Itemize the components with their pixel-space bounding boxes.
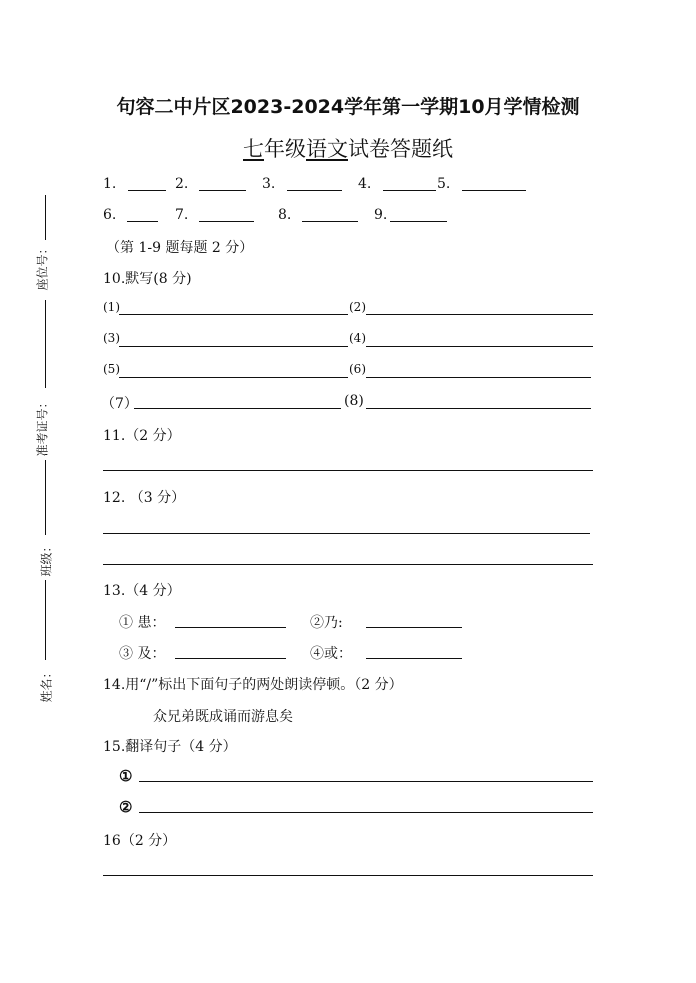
q12-answer-line-1[interactable] [103,533,590,534]
q10-answer-line-4[interactable] [366,346,593,347]
q11-label: 11.（2 分） [103,428,181,444]
q13-answer-a[interactable] [175,627,286,628]
page-title: 句容二中片区2023-2024学年第一学期10月学情检测 [116,96,580,118]
q15-answer-line-1[interactable] [139,781,593,782]
q9-answer-blank[interactable] [390,221,447,222]
q5-label: 5. [437,176,451,192]
q10-item-label: (5) [103,362,120,376]
sidebar-divider [45,580,46,660]
q10-answer-line-1[interactable] [119,314,348,315]
q13-item-d: ④或： [310,646,352,662]
q7-answer-blank[interactable] [199,221,254,222]
q13-answer-d[interactable] [366,658,462,659]
q10-item-label: (6) [349,362,366,376]
q15-label: 15.翻译句子（4 分） [103,739,237,755]
sidebar-divider [45,195,46,240]
q10-answer-line-8[interactable] [366,408,591,409]
q15-item-b: ② [119,798,133,816]
grade-text: 年级 [264,137,306,161]
q3-answer-blank[interactable] [287,190,342,191]
q10-item-label: (2) [349,300,366,314]
q13-label: 13.（4 分） [103,583,181,599]
q1-answer-blank[interactable] [128,190,166,191]
q10-answer-line-3[interactable] [119,346,348,347]
q3-label: 3. [262,176,276,192]
q10-answer-line-5[interactable] [119,377,348,378]
q10-item-label: (8) [344,393,364,409]
q15-item-a: ① [119,767,133,785]
q6-answer-blank[interactable] [127,221,158,222]
mc-score-note: （第 1-9 题每题 2 分） [106,240,254,256]
q10-item-label: （7） [101,396,138,412]
q10-answer-line-2[interactable] [366,314,593,315]
q2-label: 2. [175,176,189,192]
q11-answer-line[interactable] [103,470,593,471]
q4-label: 4. [358,176,372,192]
sidebar-divider [45,460,46,535]
q16-label: 16（2 分） [103,833,177,849]
answer-sheet-text: 试卷答题纸 [348,137,453,161]
seat-number-label: 座位号： [35,242,50,291]
q13-answer-c[interactable] [175,658,286,659]
q15-answer-line-2[interactable] [139,812,593,813]
q8-label: 8. [278,207,292,223]
q8-answer-blank[interactable] [302,221,358,222]
q10-answer-line-7[interactable] [134,408,341,409]
q5-answer-blank[interactable] [462,190,526,191]
subject-blank: 语文 [306,137,348,161]
q10-answer-line-6[interactable] [366,377,591,378]
q10-item-label: (1) [103,300,120,314]
q10-item-label: (4) [349,331,366,345]
q10-label: 10.默写(8 分) [103,271,192,287]
q16-answer-line[interactable] [103,875,593,876]
sidebar-divider [45,300,46,388]
q2-answer-blank[interactable] [199,190,246,191]
name-label: 姓名： [39,666,54,703]
q12-answer-line-2[interactable] [103,564,593,565]
q10-item-label: (3) [103,331,120,345]
q13-item-a: ① 患： [119,615,166,631]
q12-label: 12. （3 分） [103,490,186,506]
q6-label: 6. [103,207,117,223]
q1-label: 1. [103,176,117,192]
q9-label: 9. [374,207,388,223]
q13-item-b: ②乃: [310,615,343,631]
q13-item-c: ③ 及： [119,646,166,662]
grade-blank: 七 [243,137,264,161]
q4-answer-blank[interactable] [383,190,436,191]
page-subtitle [0,133,696,163]
q7-label: 7. [175,207,189,223]
class-label: 班级： [39,540,54,577]
exam-number-label: 准考证号： [35,396,50,457]
q13-answer-b[interactable] [366,627,462,628]
q14-sentence[interactable]: 众兄弟既成诵而游息矣 [153,709,293,725]
q14-label: 14.用“/”标出下面句子的两处朗读停顿。（2 分） [103,677,403,693]
